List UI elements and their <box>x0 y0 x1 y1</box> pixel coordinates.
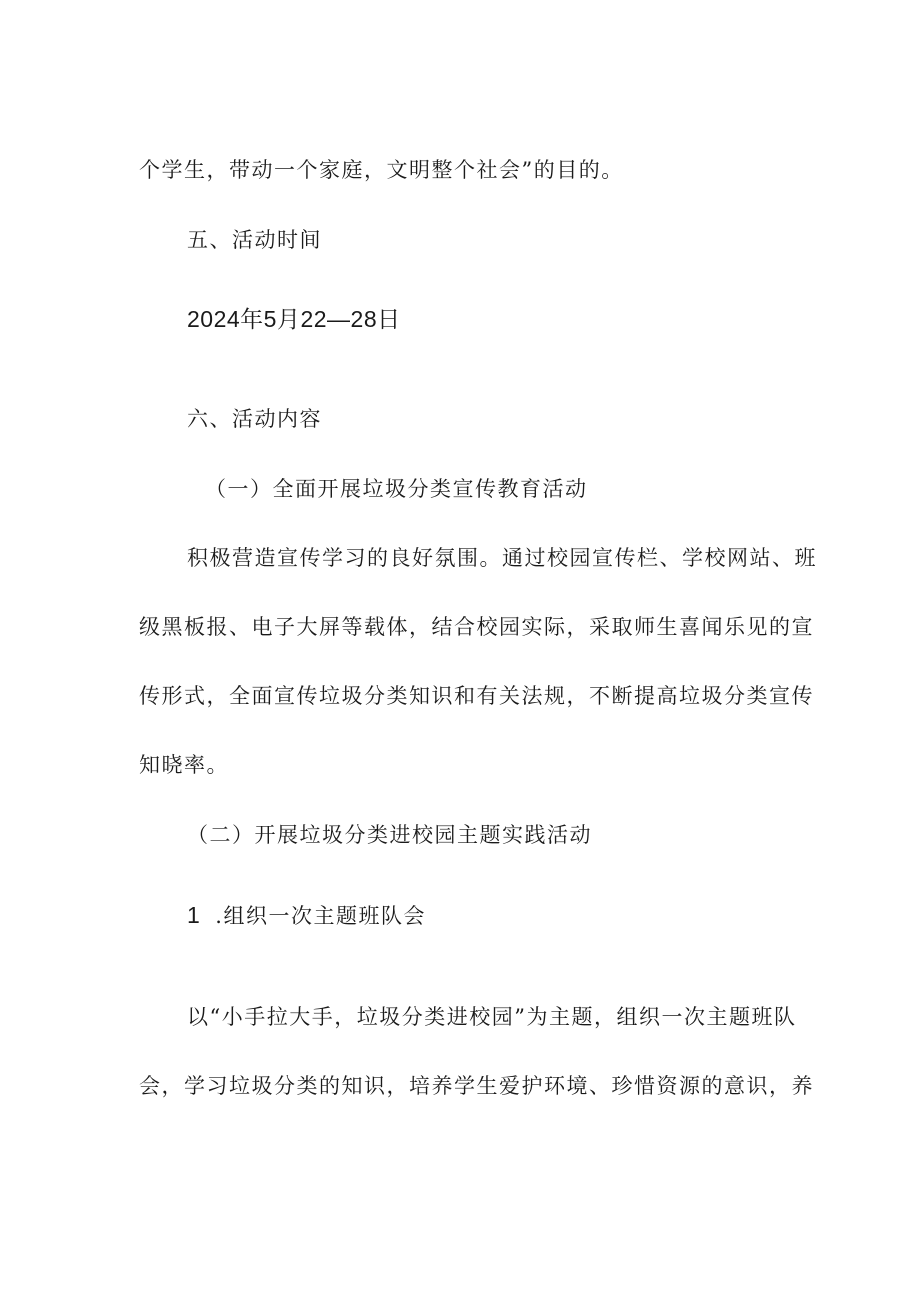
paragraph-line: 个学生，带动一个家庭，文明整个社会”的目的。 <box>139 158 624 182</box>
item-title: .组织一次主题班队会 <box>215 904 426 928</box>
paragraph-line: 积极营造宣传学习的良好氛围。通过校园宣传栏、学校网站、班 <box>187 546 817 570</box>
paragraph-line: 传形式，全面宣传垃圾分类知识和有关法规，不断提高垃圾分类宣传 <box>139 684 814 708</box>
section-heading-content: 六、活动内容 <box>187 407 322 431</box>
paragraph-line: 会，学习垃圾分类的知识，培养学生爱护环境、珍惜资源的意识，养 <box>139 1074 814 1098</box>
subsection-heading-1: （一）全面开展垃圾分类宣传教育活动 <box>205 477 588 501</box>
subsection-heading-2: （二）开展垃圾分类进校园主题实践活动 <box>187 823 592 847</box>
item-heading <box>187 900 426 931</box>
item-number: 1 <box>187 902 202 928</box>
paragraph-line: 级黑板报、电子大屏等载体，结合校园实际，采取师生喜闻乐见的宣 <box>139 615 814 639</box>
activity-date: 2024年5月22—28日 <box>187 306 401 332</box>
paragraph-line: 以“小手拉大手，垃圾分类进校园”为主题，组织一次主题班队 <box>187 1005 797 1029</box>
paragraph-line: 知晓率。 <box>139 753 229 777</box>
section-heading-time: 五、活动时间 <box>187 228 322 252</box>
